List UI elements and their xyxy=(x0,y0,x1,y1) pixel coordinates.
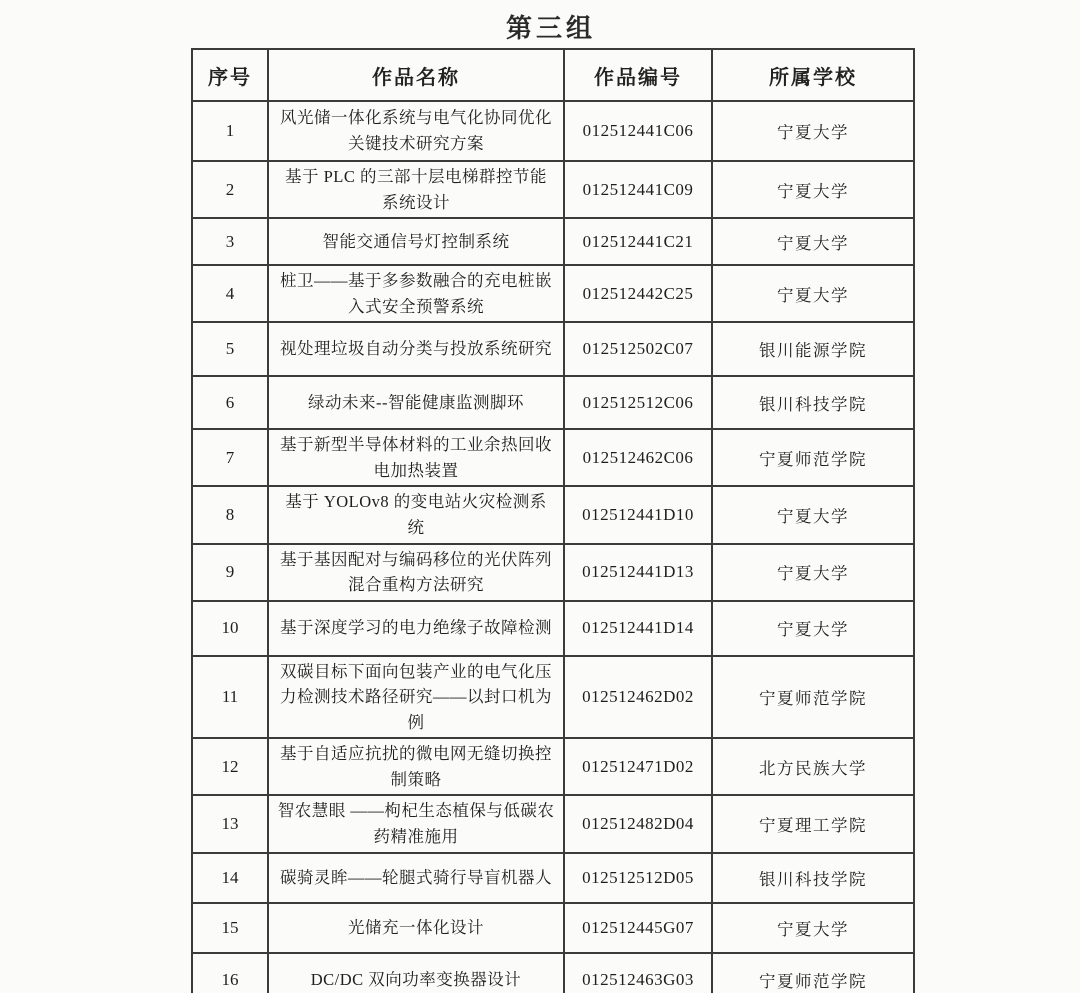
work-name: 基于自适应抗扰的微电网无缝切换控制策略 xyxy=(268,738,564,795)
table-row xyxy=(192,376,914,429)
school: 宁夏大学 xyxy=(712,601,914,656)
row-number: 3 xyxy=(192,218,268,265)
work-code: 012512441C21 xyxy=(564,218,712,265)
work-name: 基于 YOLOv8 的变电站火灾检测系统 xyxy=(268,486,564,543)
row-number: 16 xyxy=(192,953,268,993)
table-row xyxy=(192,656,914,739)
work-code: 012512445G07 xyxy=(564,903,712,953)
work-code: 012512462D02 xyxy=(564,656,712,739)
row-number: 15 xyxy=(192,903,268,953)
work-name: 智农慧眼 ——枸杞生态植保与低碳农药精准施用 xyxy=(268,795,564,852)
school: 宁夏大学 xyxy=(712,101,914,161)
work-name: 风光储一体化系统与电气化协同优化关键技术研究方案 xyxy=(268,101,564,161)
work-code: 012512441D14 xyxy=(564,601,712,656)
work-code: 012512502C07 xyxy=(564,322,712,376)
row-number: 9 xyxy=(192,544,268,601)
row-number: 11 xyxy=(192,656,268,739)
row-number: 4 xyxy=(192,265,268,322)
work-name: 桩卫——基于多参数融合的充电桩嵌入式安全预警系统 xyxy=(268,265,564,322)
row-number: 13 xyxy=(192,795,268,852)
table-row xyxy=(192,795,914,852)
table-row xyxy=(192,601,914,656)
table-row xyxy=(192,101,914,161)
work-name: 基于新型半导体材料的工业余热回收电加热装置 xyxy=(268,429,564,486)
work-name: DC/DC 双向功率变换器设计 xyxy=(268,953,564,993)
row-number: 6 xyxy=(192,376,268,429)
table-row xyxy=(192,322,914,376)
row-number: 10 xyxy=(192,601,268,656)
school: 宁夏大学 xyxy=(712,903,914,953)
school: 北方民族大学 xyxy=(712,738,914,795)
row-number: 2 xyxy=(192,161,268,218)
work-code: 012512441D13 xyxy=(564,544,712,601)
work-name: 视处理垃圾自动分类与投放系统研究 xyxy=(268,322,564,376)
table-row xyxy=(192,903,914,953)
school: 宁夏大学 xyxy=(712,265,914,322)
school: 宁夏大学 xyxy=(712,544,914,601)
work-name: 基于 PLC 的三部十层电梯群控节能系统设计 xyxy=(268,161,564,218)
table-row xyxy=(192,429,914,486)
school: 宁夏师范学院 xyxy=(712,656,914,739)
table-body xyxy=(192,101,914,993)
table-row xyxy=(192,953,914,993)
table-row xyxy=(192,218,914,265)
table-header xyxy=(192,49,914,101)
row-number: 5 xyxy=(192,322,268,376)
header-row xyxy=(192,49,914,101)
work-code: 012512471D02 xyxy=(564,738,712,795)
school: 银川科技学院 xyxy=(712,376,914,429)
school: 宁夏大学 xyxy=(712,486,914,543)
work-code: 012512512C06 xyxy=(564,376,712,429)
table-row xyxy=(192,738,914,795)
school: 宁夏大学 xyxy=(712,218,914,265)
column-header-work-name: 作品名称 xyxy=(268,49,564,101)
work-code: 012512462C06 xyxy=(564,429,712,486)
table-row xyxy=(192,486,914,543)
school: 宁夏师范学院 xyxy=(712,429,914,486)
work-code: 012512463G03 xyxy=(564,953,712,993)
row-number: 14 xyxy=(192,853,268,903)
school: 银川能源学院 xyxy=(712,322,914,376)
row-number: 8 xyxy=(192,486,268,543)
work-code: 012512441C06 xyxy=(564,101,712,161)
work-name: 双碳目标下面向包装产业的电气化压力检测技术路径研究——以封口机为例 xyxy=(268,656,564,739)
row-number: 7 xyxy=(192,429,268,486)
work-name: 基于深度学习的电力绝缘子故障检测 xyxy=(268,601,564,656)
work-name: 碳骑灵眸——轮腿式骑行导盲机器人 xyxy=(268,853,564,903)
work-code: 012512512D05 xyxy=(564,853,712,903)
page-title: 第三组 xyxy=(505,14,596,43)
work-code: 012512441D10 xyxy=(564,486,712,543)
column-header-school: 所属学校 xyxy=(712,49,914,101)
work-name: 基于基因配对与编码移位的光伏阵列混合重构方法研究 xyxy=(268,544,564,601)
work-name: 绿动未来--智能健康监测脚环 xyxy=(268,376,564,429)
works-table xyxy=(191,48,915,993)
work-code: 012512442C25 xyxy=(564,265,712,322)
table-row xyxy=(192,544,914,601)
school: 银川科技学院 xyxy=(712,853,914,903)
table-row xyxy=(192,265,914,322)
row-number: 1 xyxy=(192,101,268,161)
work-name: 光储充一体化设计 xyxy=(268,903,564,953)
work-code: 012512482D04 xyxy=(564,795,712,852)
work-name: 智能交通信号灯控制系统 xyxy=(268,218,564,265)
work-code: 012512441C09 xyxy=(564,161,712,218)
school: 宁夏师范学院 xyxy=(712,953,914,993)
column-header-work-code: 作品编号 xyxy=(564,49,712,101)
school: 宁夏大学 xyxy=(712,161,914,218)
column-header-number: 序号 xyxy=(192,49,268,101)
school: 宁夏理工学院 xyxy=(712,795,914,852)
row-number: 12 xyxy=(192,738,268,795)
table-row xyxy=(192,853,914,903)
table-row xyxy=(192,161,914,218)
